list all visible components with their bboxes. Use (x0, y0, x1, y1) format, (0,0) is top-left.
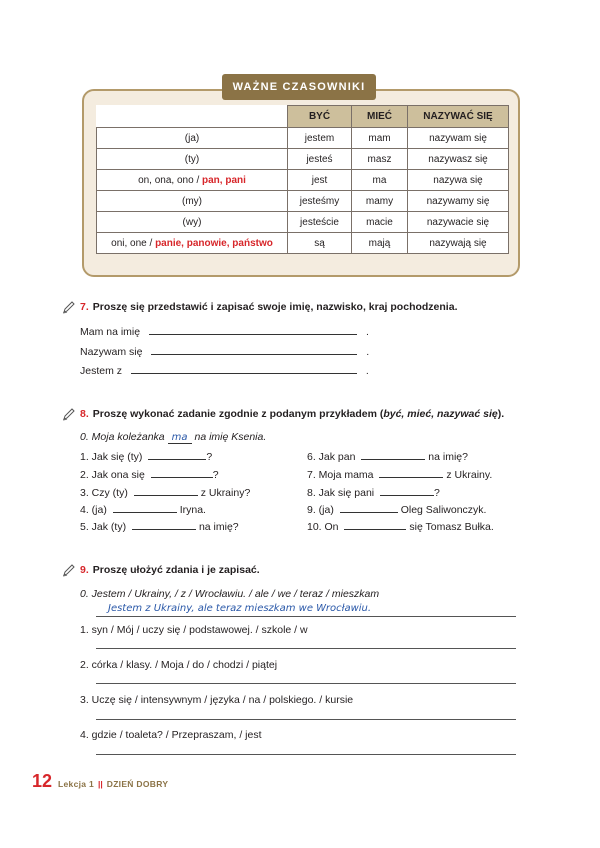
pronoun-cell (97, 233, 288, 254)
byc-form: jesteście (288, 212, 352, 233)
table-row (97, 128, 509, 149)
pronoun-formal: panie, panowie, państwo (155, 237, 273, 249)
list-item (80, 467, 219, 481)
item-end: Iryna. (179, 504, 206, 516)
item-prompt: 9. (ja) (307, 504, 334, 516)
list-item (307, 449, 468, 463)
verb-table (96, 105, 509, 254)
pronoun-text: oni, one / (111, 237, 156, 249)
header-empty-cell (97, 106, 288, 128)
item-prompt: 1. Jak się (ty) (80, 451, 143, 463)
exercise-number: 8. (80, 408, 89, 420)
item-prompt: 6. Jak pan (307, 451, 356, 463)
lesson-label: Lekcja 1 (58, 779, 94, 789)
answer-blank[interactable] (151, 344, 357, 355)
exercise-9-heading (62, 563, 260, 577)
pronoun-text: (ty) (184, 153, 200, 165)
item-end: ? (206, 451, 213, 463)
table-row (97, 170, 509, 191)
pronoun-cell (97, 128, 288, 149)
header-miec: MIEĆ (352, 106, 408, 128)
byc-form: jesteśmy (288, 191, 352, 212)
exercise-8-heading (62, 407, 504, 421)
instruction-verbs: być, mieć, nazywać się (383, 408, 498, 420)
miec-form: mamy (352, 191, 408, 212)
list-item: 4. gdzie / toaleta? / Przepraszam, / jest (80, 729, 262, 741)
exercise-instruction: Proszę ułożyć zdania i je zapisać. (92, 564, 260, 576)
pronoun-cell (97, 149, 288, 170)
table-row (97, 212, 509, 233)
answer-blank[interactable] (379, 467, 443, 478)
box-title: WAŻNE CZASOWNIKI (222, 74, 376, 100)
item-prompt: 10. On (307, 521, 339, 533)
nazywac-form: nazywam się (408, 128, 509, 149)
item-prompt: 3. Czy (ty) (80, 487, 128, 499)
instruction-part: Proszę wykonać zadanie zgodnie z podanym przykładem ( (92, 408, 384, 420)
miec-form: masz (352, 149, 408, 170)
list-item: 1. syn / Mój / uczy się / podstawowej. / szkole / w (80, 624, 308, 636)
table-row (97, 191, 509, 212)
lesson-title: DZIEŃ DOBRY (106, 779, 169, 789)
answer-blank[interactable] (134, 485, 198, 496)
answer-blank[interactable] (151, 467, 213, 478)
list-item (80, 485, 250, 499)
ex7-line-1 (80, 324, 369, 338)
nazywac-form: nazywają się (408, 233, 509, 254)
footer-separator: || (97, 779, 103, 789)
pronoun-text: (ja) (184, 132, 200, 144)
answer-blank[interactable] (113, 502, 177, 513)
table-row (97, 233, 509, 254)
pronoun-formal: pan, pani (202, 174, 246, 186)
ex7-prompt: Mam na imię (80, 326, 141, 338)
example-prompt: 0. Moja koleżanka (80, 431, 165, 443)
verb-table-header (97, 106, 509, 128)
list-item (307, 485, 440, 499)
pronoun-cell (97, 191, 288, 212)
item-prompt: 4. (ja) (80, 504, 107, 516)
example-prompt-end: na imię Ksenia. (194, 431, 267, 443)
answer-blank[interactable] (131, 363, 357, 374)
pencil-icon (62, 300, 76, 314)
answer-line[interactable] (96, 719, 516, 720)
pronoun-cell (97, 170, 288, 191)
list-item (80, 502, 206, 516)
page-number: 12 (32, 771, 53, 791)
item-end: ? (212, 469, 219, 481)
item-end: na imię? (198, 521, 239, 533)
pencil-icon (62, 407, 76, 421)
item-end: ? (434, 487, 440, 499)
nazywac-form: nazywasz się (408, 149, 509, 170)
page-footer (32, 771, 168, 792)
byc-form: są (288, 233, 352, 254)
nazywac-form: nazywacie się (408, 212, 509, 233)
ex9-example-answer: Jestem z Ukrainy, ale teraz mieszkam we Wrocławiu. (108, 603, 372, 614)
exercise-instruction: Proszę się przedstawić i zapisać swoje imię, nazwisko, kraj pochodzenia. (92, 301, 458, 313)
answer-blank[interactable] (340, 502, 398, 513)
pencil-icon (62, 563, 76, 577)
nazywac-form: nazywamy się (408, 191, 509, 212)
answer-blank[interactable] (148, 449, 206, 460)
item-end: się Tomasz Bułka. (409, 521, 494, 533)
miec-form: mają (352, 233, 408, 254)
pronoun-text: (my) (182, 195, 202, 207)
exercise-number: 9. (80, 564, 89, 576)
item-prompt: 7. Moja mama (307, 469, 374, 481)
miec-form: mam (352, 128, 408, 149)
byc-form: jestem (288, 128, 352, 149)
answer-blank[interactable] (380, 485, 434, 496)
answer-blank[interactable] (149, 324, 357, 335)
answer-blank[interactable] (361, 449, 425, 460)
exercise-instruction (93, 408, 504, 420)
answer-line[interactable] (96, 683, 516, 684)
example-blank (168, 431, 192, 444)
list-item: 2. córka / klasy. / Moja / do / chodzi / piątej (80, 659, 278, 671)
ex8-example (80, 431, 266, 444)
example-answer: ma (171, 432, 188, 443)
miec-form: macie (352, 212, 408, 233)
instruction-part: ). (497, 408, 505, 420)
header-nazywac-sie: NAZYWAĆ SIĘ (408, 106, 509, 128)
nazywac-form: nazywa się (408, 170, 509, 191)
ex7-dot: . (366, 346, 370, 358)
example-answer-line (96, 616, 516, 617)
item-end: Oleg Saliwonczyk. (400, 504, 487, 516)
pronoun-text: on, ona, ono / (138, 174, 203, 186)
miec-form: ma (352, 170, 408, 191)
item-prompt: 8. Jak się pani (307, 487, 375, 499)
pronoun-text: (wy) (182, 216, 202, 228)
exercise-number: 7. (80, 301, 89, 313)
byc-form: jest (288, 170, 352, 191)
answer-line[interactable] (96, 754, 516, 755)
item-end: z Ukrainy. (446, 469, 493, 481)
answer-line[interactable] (96, 648, 516, 649)
item-end: z Ukrainy? (200, 487, 251, 499)
byc-form: jesteś (288, 149, 352, 170)
list-item (307, 502, 486, 516)
ex7-prompt: Jestem z (80, 365, 123, 377)
item-end: na imię? (428, 451, 468, 463)
answer-blank[interactable] (132, 519, 196, 530)
ex9-example: 0. Jestem / Ukrainy, / z / Wrocławiu. / ale / we / teraz / mieszkam (80, 588, 380, 600)
ex7-dot: . (365, 365, 369, 377)
ex7-line-3 (80, 363, 369, 377)
ex7-dot: . (365, 326, 369, 338)
header-byc: BYĆ (288, 106, 352, 128)
item-prompt: 2. Jak ona się (80, 469, 145, 481)
answer-blank[interactable] (344, 519, 406, 530)
table-row (97, 149, 509, 170)
item-prompt: 5. Jak (ty) (80, 521, 127, 533)
pronoun-cell (97, 212, 288, 233)
ex7-line-2 (80, 344, 369, 358)
list-item (307, 519, 494, 533)
ex7-prompt: Nazywam się (80, 346, 143, 358)
list-item: 3. Uczę się / intensywnym / języka / na / polskiego. / kursie (80, 694, 354, 706)
list-item (80, 449, 212, 463)
list-item (80, 519, 239, 533)
list-item (307, 467, 492, 481)
exercise-7-heading (62, 300, 457, 314)
